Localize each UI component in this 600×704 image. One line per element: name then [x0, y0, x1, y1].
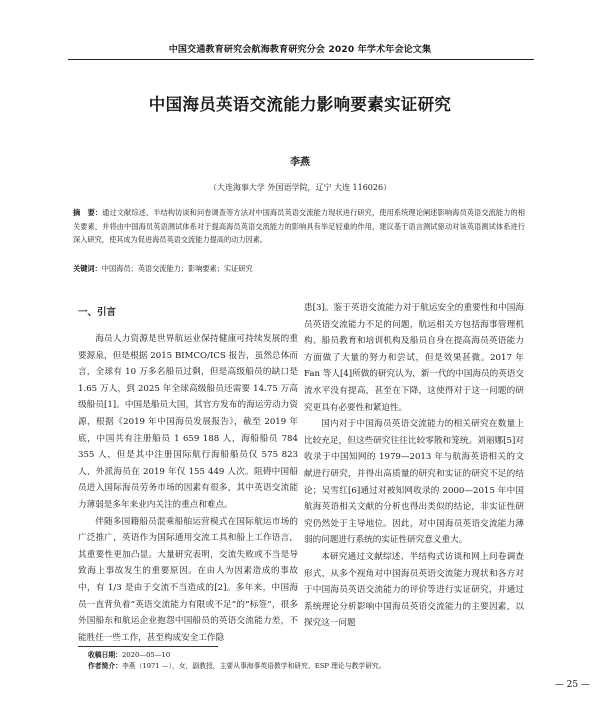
body-paragraph: 本研究通过文献综述、半结构式访谈和网上问卷调查形式，从多个视角对中国海员英语交流能力现状和各方对于中国海员英语交流能力的评价等进行实证研究，并通过系统理论分析影响中国海员英语交流能力的主要因素，以探究这一问题 [304, 551, 524, 629]
journal-header: 中国交通教育研究会航海教育研究分会 2020 年学术年会论文集 [168, 45, 432, 55]
abstract [73, 206, 525, 247]
footnote-text: 2020—05—10 [121, 651, 171, 659]
body-paragraph: 海员人力资源是世界航运业保持健康可持续发展的重要源泉，但是根据 2015 BIMCO/ICS 报告，虽然总体而言，全球有 10 万多名船员过剩，但是高级船员的缺口是 1.65 万人，到 2025 年全球高级船员还需要 14.75 万高级船员[1]。中国是船员大国，其官方发布的海运劳动力资源，根据《2019 年中国海员发展报告》，截至 2019 年底，中国共有注册船员 1 659 188 人，海船船员 784 355 人，但是其中注册国际航行海船船员仅 575 823 人，外派海员在 2019 年仅 155 449 人次。阻碍中国船员进入国际海员劳务市场的因素有很多，其中英语交流能力薄弱是多年来业内关注的重点和难点。 [78, 334, 298, 510]
keywords-label: 关键词： [73, 264, 102, 273]
body-paragraph: 国内对于中国海员英语交流能力的相关研究在数量上比较充足，但这些研究往往比较零散和笼统。刘丽娜[5]对收录于中国知网的 1979—2013 年与航海英语相关的文献进行研究，并得出高质量的研究和实证的研究不足的结论；吴雪红[6]通过对被知网收录的 2000—2015 年中国航海英语相关文献的分析也得出类似的结论，非实证性研究仍然处于主导地位。因此，对中国海员英语交流能力薄弱的问题进行系统的实证性研究意义重大。 [304, 419, 524, 546]
body-paragraph: 伴随多国籍船员混乘船舶运营模式在国际航运市场的广泛推广，英语作为国际通用交流工具和船上工作语言，其重要性更加凸显。大量研究表明，交流失败或不当是导致海上事故发生的重要原因。在由人为因素造成的事故中，有 1/3 是由于交流不当造成的[2]。多年来，中国海员一直背负着“英语交流能力有限或不足”的“标签”，很多外国船东和航运企业抱怨中国船员的英语交流能力差，不能胜任一些工作，甚至构成安全工作隐 [78, 516, 298, 643]
footnote-author-bio [88, 662, 518, 671]
keywords-text: 中国海员；英语交流能力；影响要素；实证研究 [101, 264, 253, 273]
footnote-label: 作者简介： [88, 662, 122, 670]
page-number: — 25 — [554, 680, 590, 690]
keywords [73, 262, 525, 275]
left-column [78, 305, 298, 646]
abstract-label: 摘 要： [73, 208, 103, 217]
author-affiliation: （大连海事大学 外国语学院，辽宁 大连 116026） [208, 183, 392, 192]
footnote-rule [78, 646, 218, 647]
section-heading-introduction: 一、引言 [78, 307, 117, 318]
footnote-received-date [88, 651, 518, 660]
paper-title: 中国海员英语交流能力影响要素实证研究 [148, 95, 452, 114]
header-rule [68, 59, 534, 60]
body-paragraph: 患[3]。鉴于英语交流能力对于航运安全的重要性和中国海员英语交流能力不足的问题，航运相关方包括海事管理机构、船员教育和培训机构及船员自身在提高海员英语能力方面做了大量的努力和尝试，但是效果甚微。2017 年 Fan 等人[4]所做的研究认为，新一代的中国海员的英语交流水平没有提高，甚至在下降，这使得对于这一问题的研究更具有必要性和紧迫性。 [304, 303, 525, 413]
footnote-text: 李燕（1971 —），女，副教授，主要从事海事英语教学和研究、ESP 理论与教学研究。 [121, 662, 386, 670]
author-name: 李燕 [290, 157, 310, 168]
right-column [304, 300, 524, 632]
footnote-label: 收稿日期： [88, 651, 122, 659]
abstract-text: 通过文献综述、半结构访谈和问卷调查等方法对中国海员英语交流能力现状进行研究，使用系统理论阐述影响海员英语交流能力的相关要素，并将由中国海员英语测试体系对于提高海员英语交流能力的影响具有举足轻重的作用，建议基于语言测试驱动对该英语测试体系进行深入研究，使其成为促进海员英语交流能力提高的动力因素。 [73, 208, 525, 245]
